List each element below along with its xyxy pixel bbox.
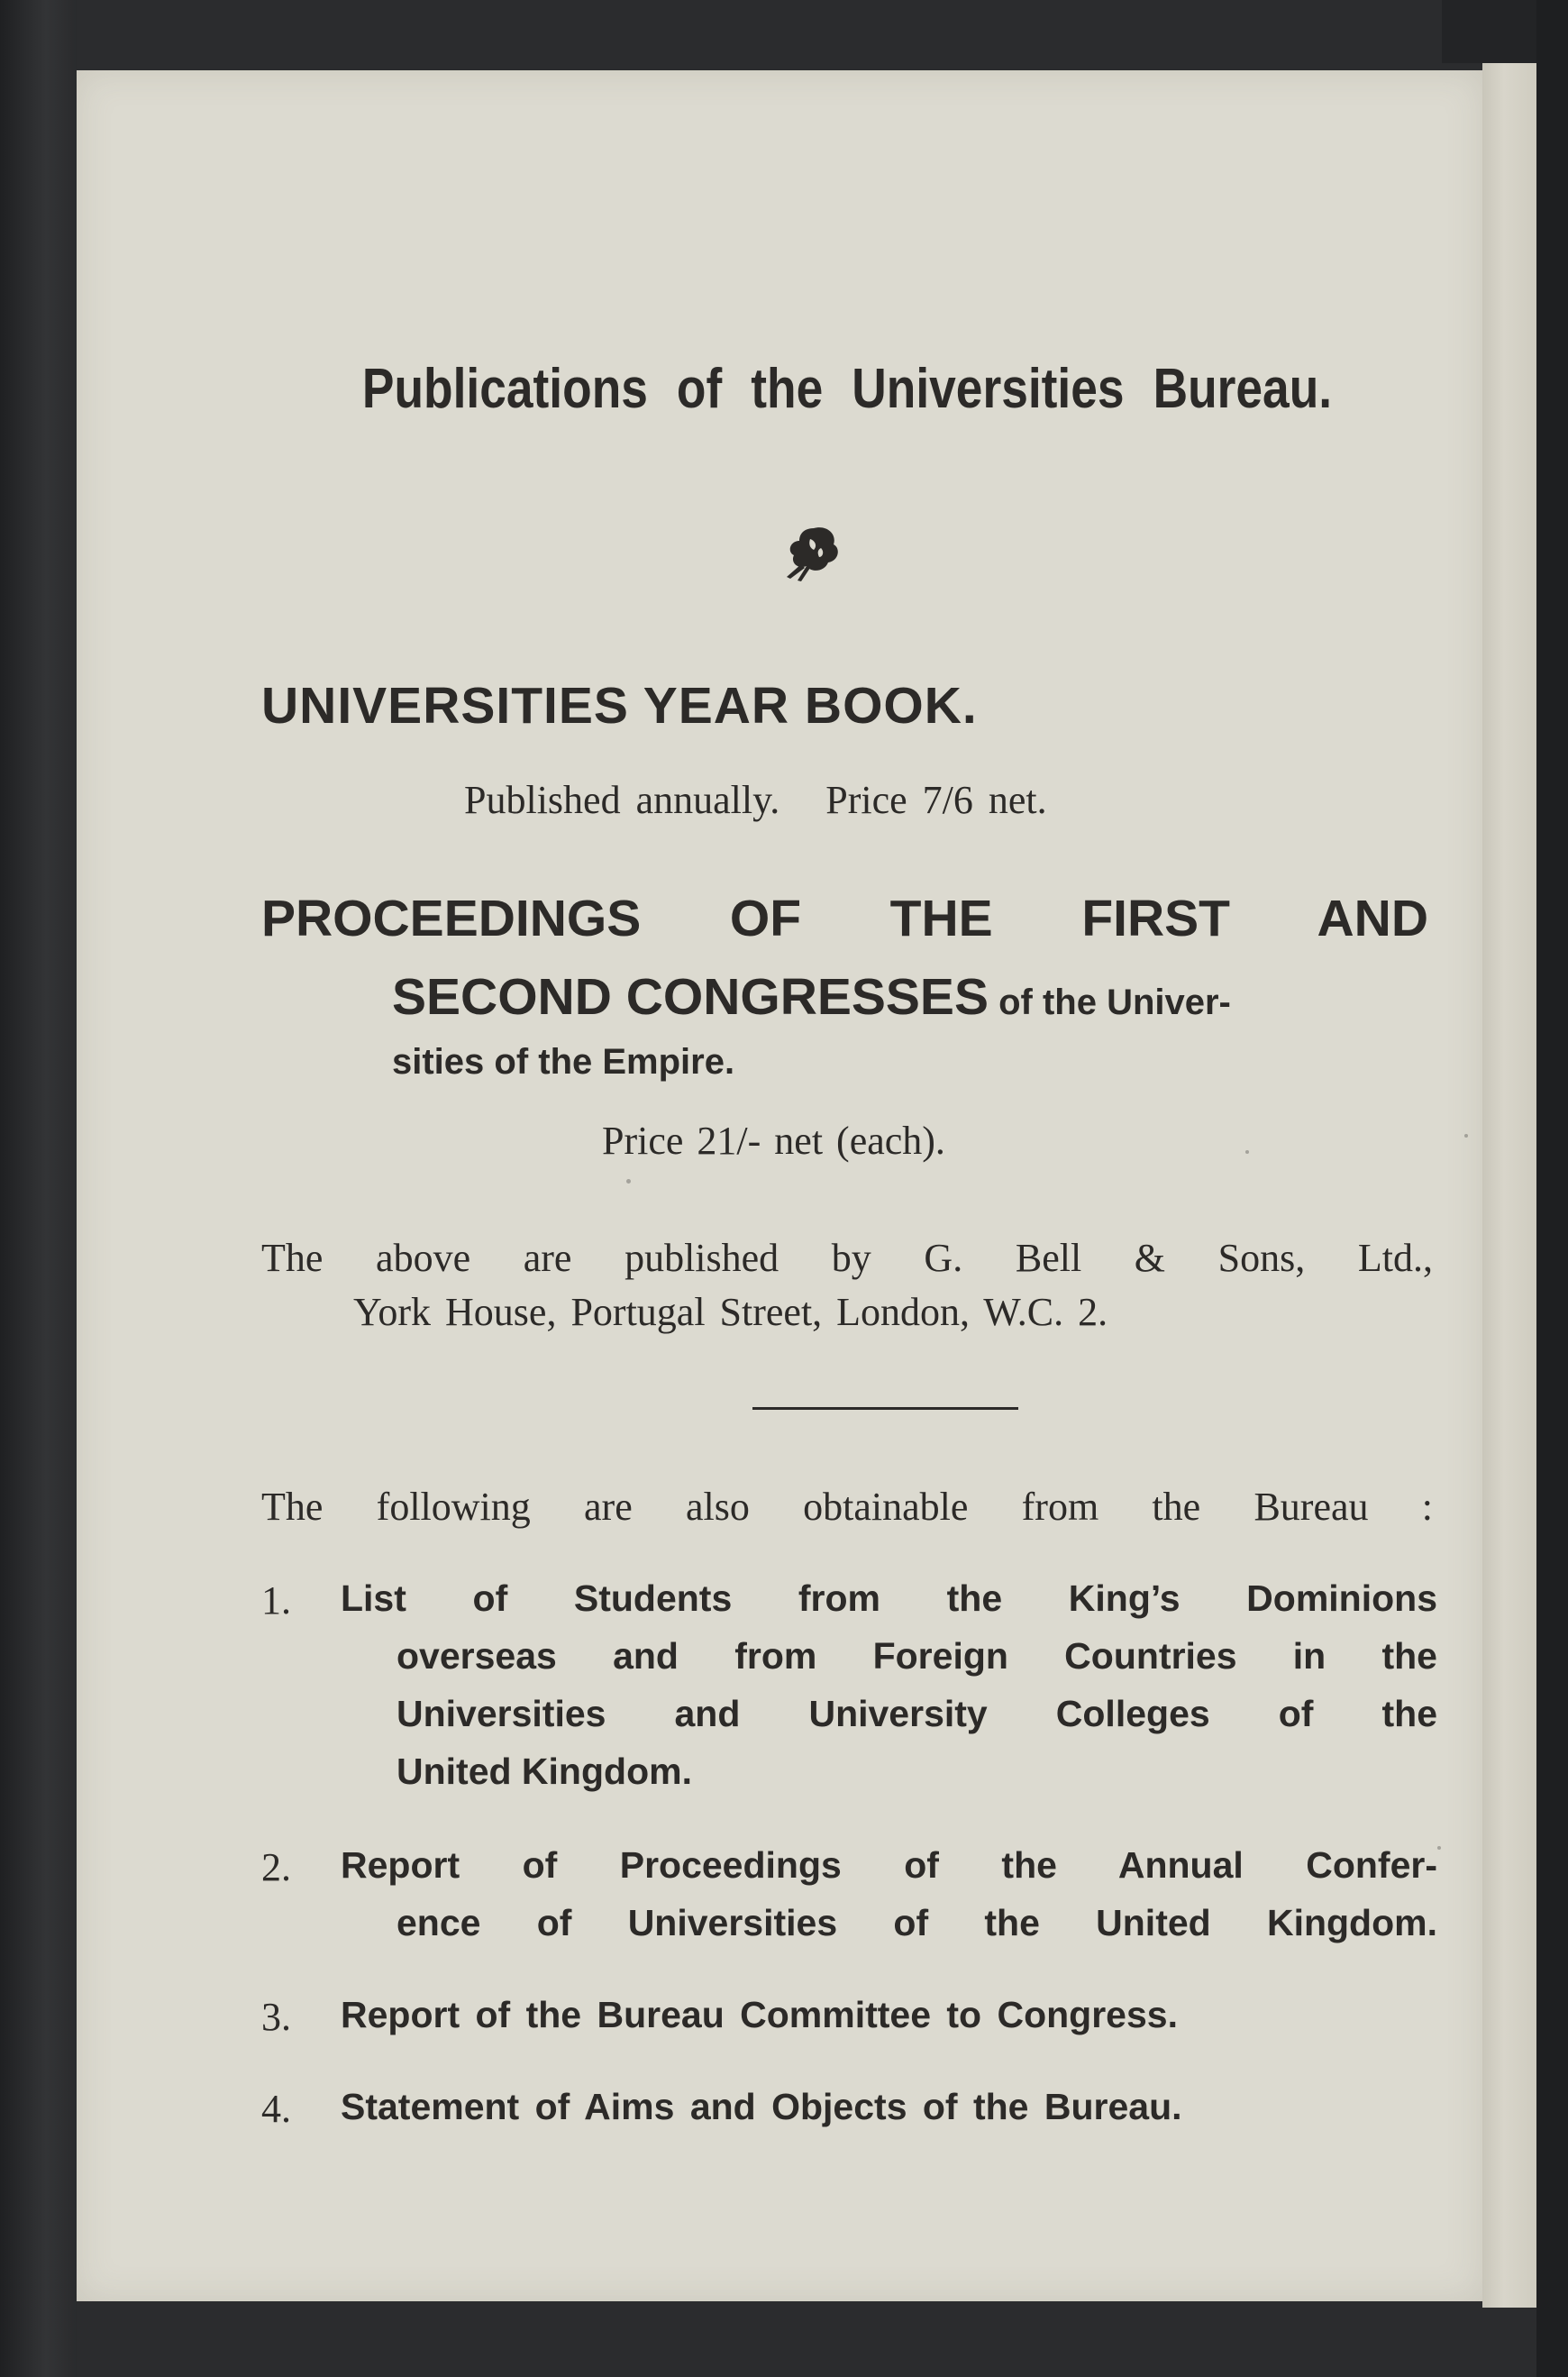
document-page — [77, 70, 1482, 2301]
proceedings-price: Price 21/- net (each). — [602, 1119, 945, 1163]
paper-speck — [626, 1179, 631, 1184]
scan-background-left — [0, 0, 77, 2377]
list-item-line: Statement of Aims and Objects of the Bureau. — [341, 2086, 1182, 2127]
list-item-line: overseas and from Foreign Countries in the — [397, 1635, 1437, 1677]
proceedings-title-caps: SECOND CONGRESSES — [392, 968, 989, 1026]
page-title: Publications of the Universities Bureau. — [361, 358, 1333, 420]
list-item-line: ence of Universities of the United Kingdom. — [397, 1902, 1437, 1943]
list-item-line: Report of Proceedings of the Annual Confer- — [341, 1844, 1437, 1886]
list-item-line: Universities and University Colleges of the — [397, 1693, 1437, 1734]
paper-speck — [1245, 1150, 1249, 1154]
list-item-number: 3. — [261, 1995, 291, 2039]
section-divider — [752, 1407, 1018, 1410]
facing-page-edge — [1482, 63, 1536, 2308]
list-item-line: United Kingdom. — [397, 1751, 692, 1792]
scan-background-right — [1536, 0, 1568, 2377]
list-item-number: 2. — [261, 1845, 291, 1889]
list-item-line: Report of the Bureau Committee to Congress. — [341, 1994, 1178, 2035]
publisher-line1: The above are published by G. Bell & Sons, Ltd., — [261, 1236, 1433, 1280]
paper-speck — [1464, 1134, 1468, 1138]
yearbook-title: UNIVERSITIES YEAR BOOK. — [261, 677, 978, 735]
proceedings-title-line2 — [392, 967, 1428, 1027]
list-item-number: 4. — [261, 2087, 291, 2131]
yearbook-details: Published annually. Price 7/6 net. — [464, 778, 1047, 822]
publisher-line2: York House, Portugal Street, London, W.C. 2. — [353, 1290, 1108, 1334]
also-obtainable-text: The following are also obtainable from the Bureau : — [261, 1485, 1433, 1529]
list-item-line: List of Students from the King’s Dominions — [341, 1577, 1437, 1619]
proceedings-title-rest: of the Univer- — [988, 983, 1231, 1022]
paper-speck — [1437, 1846, 1441, 1850]
proceedings-title-line1: PROCEEDINGS OF THE FIRST AND — [261, 890, 1428, 947]
list-item-number: 1. — [261, 1578, 291, 1623]
leaf-ornament-icon — [770, 521, 852, 584]
proceedings-title-line3: sities of the Empire. — [392, 1042, 735, 1082]
